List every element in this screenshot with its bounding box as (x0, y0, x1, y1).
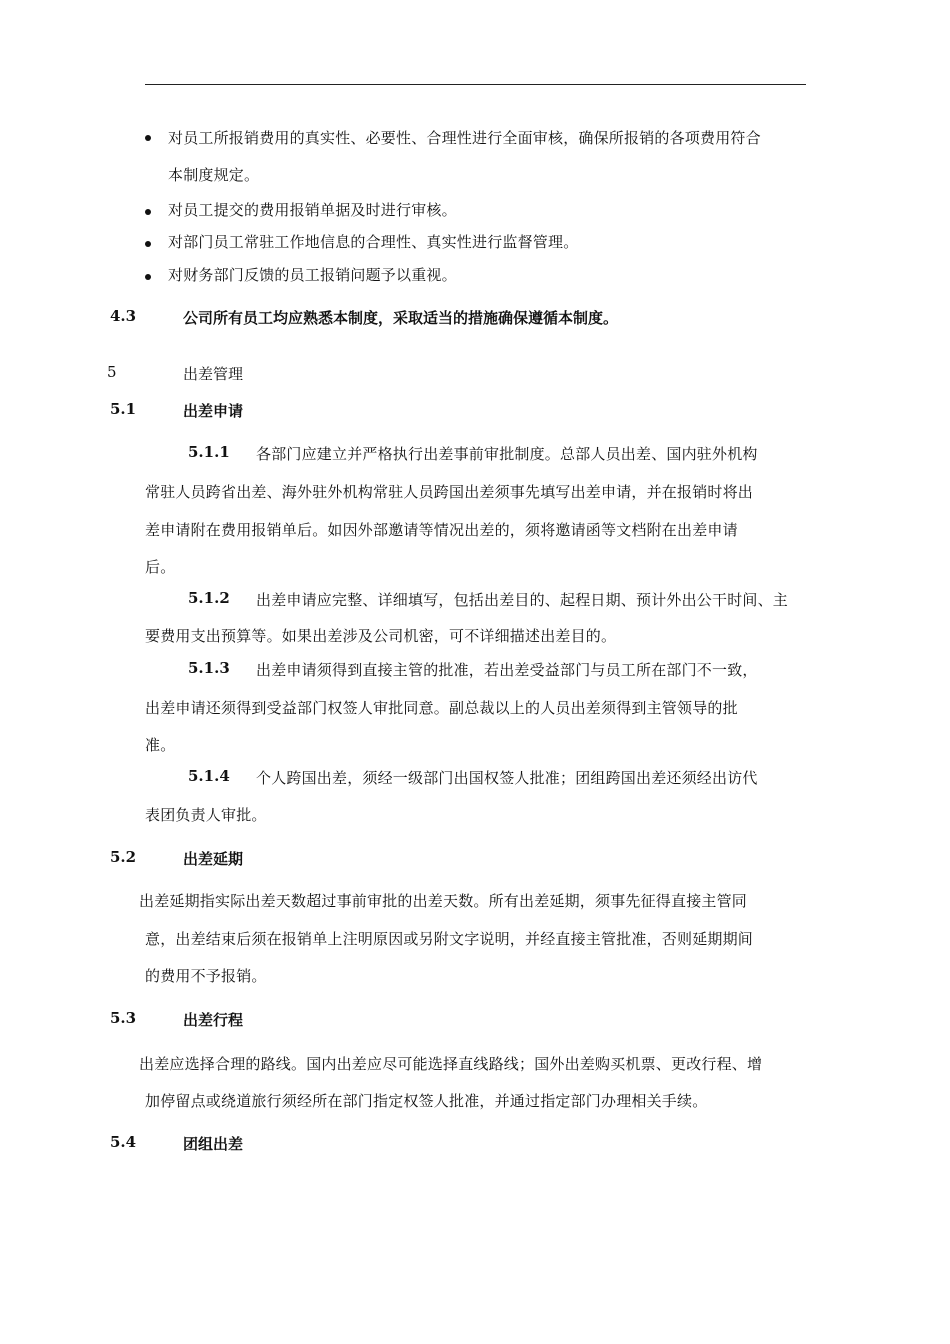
bullet-item: 对财务部门反馈的员工报销问题予以重视。 (168, 266, 457, 284)
paragraph-line: 出差申请应完整、详细填写，包括出差目的、起程日期、预计外出公干时间、主 (256, 591, 789, 609)
section-number: 5.4 (110, 1133, 137, 1151)
paragraph-line: 加停留点或绕道旅行须经所在部门指定权签人批准，并通过指定部门办理相关手续。 (145, 1092, 708, 1110)
bullet-item: 对部门员工常驻工作地信息的合理性、真实性进行监督管理。 (168, 233, 579, 251)
bullet-item-continuation: 本制度规定。 (168, 166, 260, 184)
paragraph-line: 表团负责人审批。 (145, 806, 267, 824)
bullet-icon (145, 209, 151, 215)
section-heading: 出差行程 (183, 1011, 244, 1029)
section-heading: 出差延期 (183, 850, 244, 868)
subsection-number: 5.1.2 (188, 589, 230, 607)
paragraph-line: 出差应选择合理的路线。国内出差应尽可能选择直线路线；国外出差购买机票、更改行程、增 (139, 1055, 763, 1073)
paragraph-line: 出差延期指实际出差天数超过事前审批的出差天数。所有出差延期，须事先征得直接主管同 (139, 892, 748, 910)
chapter-number: 5 (107, 363, 117, 381)
section-number: 5.2 (110, 848, 137, 866)
bullet-item: 对员工提交的费用报销单据及时进行审核。 (168, 201, 457, 219)
subsection-number: 5.1.1 (188, 443, 230, 461)
paragraph-line: 的费用不予报销。 (145, 967, 267, 985)
bullet-icon (145, 274, 151, 280)
section-heading: 团组出差 (183, 1135, 244, 1153)
paragraph-line: 准。 (145, 736, 176, 754)
paragraph-line: 常驻人员跨省出差、海外驻外机构常驻人员跨国出差须事先填写出差申请，并在报销时将出 (145, 483, 754, 501)
section-number: 5.3 (110, 1009, 137, 1027)
section-number: 5.1 (110, 400, 137, 418)
bullet-icon (145, 135, 151, 141)
section-heading: 出差申请 (183, 402, 244, 420)
section-number: 4.3 (110, 307, 137, 325)
paragraph-line: 个人跨国出差，须经一级部门出国权签人批准；团组跨国出差还须经出访代 (256, 769, 758, 787)
paragraph-line: 出差申请还须得到受益部门权签人审批同意。副总裁以上的人员出差须得到主管领导的批 (145, 699, 738, 717)
chapter-title: 出差管理 (183, 365, 244, 383)
subsection-number: 5.1.4 (188, 767, 230, 785)
bullet-item: 对员工所报销费用的真实性、必要性、合理性进行全面审核，确保所报销的各项费用符合 (168, 129, 761, 147)
paragraph-line: 差申请附在费用报销单后。如因外部邀请等情况出差的，须将邀请函等文档附在出差申请 (145, 521, 738, 539)
subsection-number: 5.1.3 (188, 659, 230, 677)
paragraph-line: 出差申请须得到直接主管的批准，若出差受益部门与员工所在部门不一致， (256, 661, 758, 679)
paragraph-line: 各部门应建立并严格执行出差事前审批制度。总部人员出差、国内驻外机构 (256, 445, 758, 463)
paragraph-line: 要费用支出预算等。如果出差涉及公司机密，可不详细描述出差目的。 (145, 627, 617, 645)
header-rule (145, 84, 806, 85)
section-heading: 公司所有员工均应熟悉本制度，采取适当的措施确保遵循本制度。 (183, 309, 619, 327)
paragraph-line: 后。 (145, 558, 176, 576)
bullet-icon (145, 241, 151, 247)
paragraph-line: 意，出差结束后须在报销单上注明原因或另附文字说明，并经直接主管批准，否则延期期间 (145, 930, 754, 948)
